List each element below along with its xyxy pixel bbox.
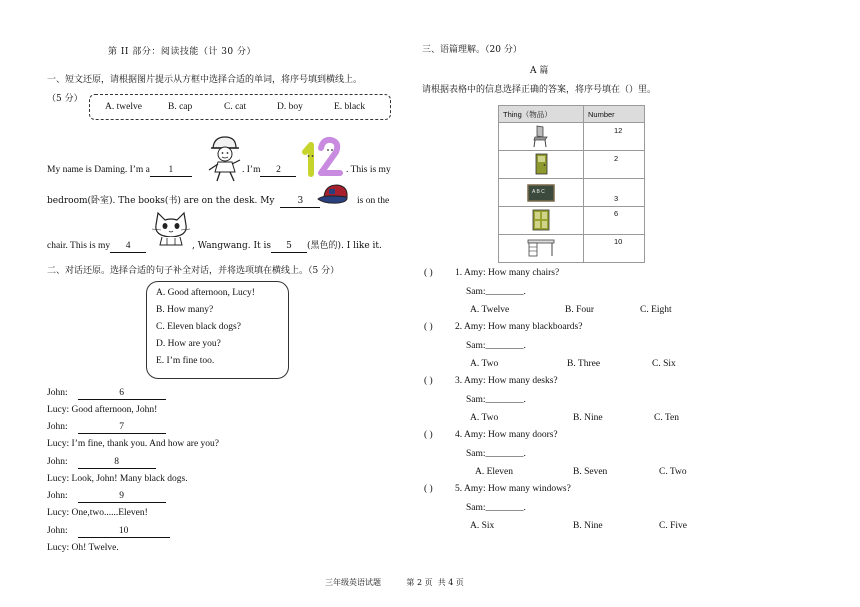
table-row-thing <box>499 123 584 151</box>
dialogue-line <box>47 490 166 503</box>
passage-text: My name is Daming. I’m a <box>47 165 150 175</box>
dialogue-option-d: D. How are you? <box>156 339 221 349</box>
sam-line: Sam:________. <box>466 503 526 513</box>
blank-1[interactable]: 1 <box>150 165 192 177</box>
dialogue-option-a: A. Good afternoon, Lucy! <box>156 288 255 298</box>
cat-picture-icon <box>150 211 192 247</box>
table-row-thing <box>499 235 584 263</box>
part1-score: （5 分） <box>47 94 83 104</box>
option-b[interactable]: B. Seven <box>573 467 608 477</box>
passage-text: (黑色的). I like it. <box>307 241 382 251</box>
dialogue-option-c: C. Eleven black dogs? <box>156 322 241 332</box>
page-title: 第 II 部分：阅读技能（计 30 分） <box>108 47 257 57</box>
option-a[interactable]: A. Two <box>470 413 499 423</box>
number-twelve-icon <box>299 136 344 178</box>
blackboard-icon <box>527 184 555 202</box>
header-thing: Thing（物品） <box>499 106 584 123</box>
passage-text: , Wangwang. It is <box>192 241 271 251</box>
blank-4[interactable]: 4 <box>110 241 146 253</box>
table-row-thing <box>499 151 584 179</box>
option-c[interactable]: C. Ten <box>654 413 680 423</box>
word-option-b: B. cap <box>168 102 193 112</box>
speaker: John: <box>47 491 68 501</box>
question-text: 4. Amy: How many doors? <box>455 430 558 440</box>
table-row-number: 3 <box>584 179 645 207</box>
answer-paren[interactable]: ( ) <box>424 268 433 278</box>
word-option-c: C. cat <box>224 102 247 112</box>
option-a[interactable]: A. Six <box>470 521 495 531</box>
blank-5[interactable]: 5 <box>271 241 307 253</box>
speaker: John: <box>47 526 68 536</box>
passage-line-1b <box>242 164 296 177</box>
dialogue-line: Lucy: Oh! Twelve. <box>47 543 119 553</box>
dialogue-line <box>47 525 170 538</box>
passage-text: is on the <box>357 196 390 206</box>
blank-2[interactable]: 2 <box>260 165 296 177</box>
passage-line-1 <box>47 164 192 177</box>
word-option-e: E. black <box>334 102 366 112</box>
table-row-thing <box>499 207 584 235</box>
option-b[interactable]: B. Nine <box>573 521 603 531</box>
blank-6[interactable]: 6 <box>78 388 166 400</box>
blank-9[interactable]: 9 <box>78 491 166 503</box>
blank-10[interactable]: 10 <box>78 526 170 538</box>
passage-text: chair. This is my <box>47 241 111 251</box>
dialogue-line: Lucy: Look, John! Many black dogs. <box>47 474 188 484</box>
passage-text: . I’m <box>242 165 261 175</box>
speaker: John: <box>47 422 68 432</box>
word-option-a: A. twelve <box>105 102 142 112</box>
dialogue-line <box>47 421 166 434</box>
blank-8[interactable]: 8 <box>78 457 156 469</box>
option-c[interactable]: C. Two <box>659 467 687 477</box>
passage-line-3 <box>47 240 146 253</box>
sam-line: Sam:________. <box>466 449 526 459</box>
option-a[interactable]: A. Twelve <box>470 305 510 315</box>
passage-line-3b <box>192 240 382 253</box>
blank-3[interactable]: 3 <box>280 196 320 208</box>
dialogue-line <box>47 387 166 400</box>
option-b[interactable]: B. Nine <box>573 413 603 423</box>
boy-picture-icon <box>204 134 244 182</box>
header-number: Number <box>584 106 645 123</box>
question-text: 5. Amy: How many windows? <box>455 484 571 494</box>
blackboard-text: A B C <box>532 188 545 195</box>
number-twelve-text <box>299 136 300 137</box>
option-c[interactable]: C. Six <box>652 359 676 369</box>
question-text: 3. Amy: How many desks? <box>455 376 558 386</box>
dialogue-line: Lucy: I’m fine, thank you. And how are you? <box>47 439 220 449</box>
option-c[interactable]: C. Five <box>659 521 687 531</box>
sam-line: Sam:________. <box>466 395 526 405</box>
word-option-d: D. boy <box>277 102 303 112</box>
dialogue-line: Lucy: Good afternoon, John! <box>47 405 158 415</box>
passage-text: bedroom(卧室). The books(书) are on the desk. My <box>47 196 275 206</box>
sam-line: Sam:________. <box>466 287 526 297</box>
blank-7[interactable]: 7 <box>78 422 166 434</box>
part1-instruction: 一、短文还原，请根据图片提示从方框中选择合适的单词，将序号填到横线上。 <box>47 75 363 85</box>
section-heading: 三、语篇理解。（20 分） <box>422 45 522 55</box>
dialogue-option-e: E. I’m fine too. <box>156 356 215 366</box>
table-row-number: 12 <box>584 123 645 151</box>
dialogue-option-b: B. How many? <box>156 305 214 315</box>
chair-icon <box>530 124 552 148</box>
option-b[interactable]: B. Three <box>567 359 601 369</box>
sam-line: Sam:________. <box>466 341 526 351</box>
speaker: John: <box>47 388 68 398</box>
section-subtitle: A 篇 <box>530 66 549 76</box>
part2-instruction: 二、对话还原。选择合适的句子补全对话，并将选项填在横线上。（5 分） <box>47 266 340 276</box>
desk-icon <box>526 237 556 259</box>
option-b[interactable]: B. Four <box>565 305 595 315</box>
passage-line-2 <box>47 195 320 208</box>
question-text: 2. Amy: How many blackboards? <box>455 322 583 332</box>
section-instruction: 请根据表格中的信息选择正确的答案，将序号填在（）里。 <box>422 85 657 95</box>
answer-paren[interactable]: ( ) <box>424 322 433 332</box>
page-footer: 三年级英语试题 第 2 页 共 4 页 <box>325 578 464 587</box>
option-a[interactable]: A. Two <box>470 359 499 369</box>
table-row-number: 2 <box>584 151 645 179</box>
dialogue-line: Lucy: One,two......Eleven! <box>47 508 148 518</box>
table-row-thing <box>499 179 584 207</box>
option-a[interactable]: A. Eleven <box>475 467 513 477</box>
question-text: 1. Amy: How many chairs? <box>455 268 560 278</box>
door-icon <box>532 152 550 176</box>
speaker: John: <box>47 457 68 467</box>
dialogue-line <box>47 456 156 469</box>
table-row-number: 10 <box>584 235 645 263</box>
option-c[interactable]: C. Eight <box>640 305 672 315</box>
answer-paren[interactable]: ( ) <box>424 376 433 386</box>
passage-text: . This is my <box>346 165 391 175</box>
window-icon <box>530 208 552 232</box>
table-row-number: 6 <box>584 207 645 235</box>
answer-paren[interactable]: ( ) <box>424 430 433 440</box>
info-table <box>498 105 645 263</box>
answer-paren[interactable]: ( ) <box>424 484 433 494</box>
number-twelve-picture <box>299 136 344 178</box>
